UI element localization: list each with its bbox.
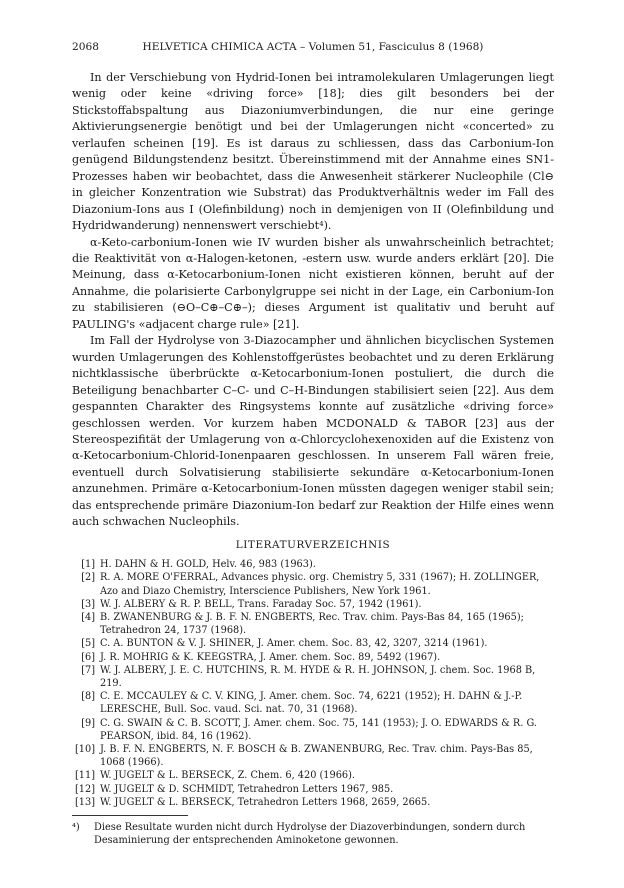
reference-text: J. R. MOHRIG & K. KEEGSTRA, J. Amer. chem. Soc. 89, 5492 (1967). — [100, 651, 441, 663]
reference-item — [72, 598, 554, 611]
reference-item — [72, 743, 554, 769]
reference-text: C. G. SWAIN & C. B. SCOTT, J. Amer. chem. Soc. 75, 141 (1953); J. O. EDWARDS & R. G. PEARSON, ibid. 84, 16 (1962). — [100, 717, 537, 742]
reference-item — [72, 637, 554, 650]
reference-item — [72, 651, 554, 664]
reference-number: [11] — [74, 770, 95, 782]
reference-text: W. JUGELT & L. BERSECK, Z. Chem. 6, 420 (1966). — [100, 770, 356, 782]
reference-text: H. DAHN & H. GOLD, Helv. 46, 983 (1963). — [100, 559, 316, 571]
reference-number: [4] — [81, 611, 95, 623]
reference-text: W. J. ALBERY & R. P. BELL, Trans. Faraday Soc. 57, 1942 (1961). — [100, 598, 422, 610]
reference-item — [72, 796, 554, 809]
footnote-text: Diese Resultate wurden nicht durch Hydrolyse der Diazoverbindungen, sondern durch Desaminierung der entsprechenden Aminoketone gewonnen. — [94, 822, 526, 847]
reference-number: [3] — [81, 598, 95, 610]
main-text — [72, 70, 554, 847]
paragraph: α-Keto-carbonium-Ionen wie IV wurden bisher als unwahrscheinlich betrachtet; die Reaktivität von α-Halogen-ketonen, -estern usw. wurde anders erklärt [20]. Die Meinung, dass α-Ketocarbonium-Ionen nicht existieren können, beruht auf der Annahme, die polarisierte Carbonylgruppe sei nicht in der Lage, ein Carbonium-Ion zu stabilisieren (⊖O–C⊕–C⊕–); dieses Argument ist qualitativ und beruht auf PAULING's «adjacent charge rule» [21]. — [72, 235, 554, 331]
reference-number: [13] — [74, 796, 95, 808]
reference-number: [8] — [81, 691, 95, 703]
reference-text: C. E. MCCAULEY & C. V. KING, J. Amer. chem. Soc. 74, 6221 (1952); H. DAHN & J.-P. LERESCHE, Bull. Soc. vaud. Sci. nat. 70, 31 (1968). — [100, 691, 523, 716]
page-number: 2068 — [72, 41, 99, 53]
reference-text: W. JUGELT & D. SCHMIDT, Tetrahedron Letters 1967, 985. — [100, 783, 394, 795]
reference-number: [9] — [81, 717, 95, 729]
reference-number: [7] — [81, 664, 95, 676]
reference-number: [10] — [74, 743, 95, 755]
reference-item — [72, 664, 554, 690]
footnote-mark: ⁴) — [72, 822, 80, 833]
reference-item — [72, 783, 554, 796]
reference-number: [2] — [81, 572, 95, 584]
reference-number: [1] — [81, 559, 95, 571]
reference-text: B. ZWANENBURG & J. B. F. N. ENGBERTS, Rec. Trav. chim. Pays-Bas 84, 165 (1965); Tetrahedron 24, 1737 (1968). — [100, 611, 524, 637]
reference-item — [72, 717, 554, 743]
reference-text: W. J. ALBERY, J. E. C. HUTCHINS, R. M. HYDE & R. H. JOHNSON, J. chem. Soc. 1968 B, 219. — [100, 664, 536, 689]
reference-item — [72, 769, 554, 782]
reference-item — [72, 690, 554, 716]
reference-list — [72, 558, 554, 809]
reference-text: R. A. MORE O'FERRAL, Advances physic. org. Chemistry 5, 331 (1967); H. ZOLLINGER, Azo and Diazo Chemistry, Interscience Publishers, New York 1961. — [100, 572, 540, 597]
reference-text: C. A. BUNTON & V. J. SHINER, J. Amer. chem. Soc. 83, 42, 3207, 3214 (1961). — [100, 638, 488, 650]
running-title: HELVETICA CHIMICA ACTA – Volumen 51, Fasciculus 8 (1968) — [142, 41, 484, 53]
footnote-divider — [72, 815, 188, 816]
running-header — [72, 41, 554, 57]
paragraph: Im Fall der Hydrolyse von 3-Diazocampher und ähnlichen bicyclischen Systemen wurden Umlagerungen des Kohlenstoffgerüstes beobachtet und zu deren Erklärung nichtklassische überbrückte α-Ketocarbonium-Ionen postuliert, die durch die Beteiligung benachbarter C–C- und C–H-Bindungen stabilisiert seien [22]. Aus dem gespannten Charakter des Ringsystems konnte auf zusätzliche «driving force» geschlossen werden. Vor kurzem haben MCDONALD & TABOR [23] aus der Stereospezifität der Umlagerung von α-Chlorcyclohexenoxiden auf die Existenz von α-Ketocarbonium-Chlorid-Ionenpaaren geschlossen. In unserem Fall wären freie, eventuell durch Solvatisierung stabilisierte sekundäre α-Ketocarbonium-Ionen anzunehmen. Primäre α-Ketocarbonium-Ionen müssten dagegen weniger stabil sein; das entsprechende primäre Diazonium-Ion bedarf zur Reaktion der Hilfe eines wenn auch schwachen Nucleophils. — [72, 334, 554, 529]
reference-text: J. B. F. N. ENGBERTS, N. F. BOSCH & B. ZWANENBURG, Rec. Trav. chim. Pays-Bas 85, 1068 (1966). — [100, 743, 533, 769]
reference-item — [72, 571, 554, 597]
reference-item — [72, 558, 554, 571]
reference-number: [6] — [81, 651, 95, 663]
paragraph: In der Verschiebung von Hydrid-Ionen bei intramolekularen Umlagerungen liegt wenig oder keine «driving force» [18]; dies gilt besonders bei der Stickstoffabspaltung aus Diazoniumverbindungen, die nur eine geringe Aktivierungsenergie benötigt und bei der Umlagerungen nicht «concerted» zu verlaufen scheinen [19]. Es ist daraus zu schliessen, dass das Carbonium-Ion genügend Bildungstendenz besitzt. Übereinstimmend mit der Annahme eines SN1-Prozesses haben wir beobachtet, dass die Anwesenheit stärkerer Nucleophile (Cl⊖ in gleicher Konzentration wie Substrat) das Produktverhältnis weder im Fall des Diazonium-Ions aus I (Olefinbildung) noch in demjenigen von II (Olefinbildung und Hydridwanderung) nennenswert verschiebt⁴). — [72, 71, 554, 233]
reference-text: W. JUGELT & L. BERSECK, Tetrahedron Letters 1968, 2659, 2665. — [100, 796, 431, 808]
reference-number: [12] — [74, 783, 95, 795]
reference-item — [72, 611, 554, 637]
references-heading: LITERATURVERZEICHNIS — [235, 538, 391, 551]
footnote — [72, 821, 554, 847]
reference-number: [5] — [81, 638, 95, 650]
